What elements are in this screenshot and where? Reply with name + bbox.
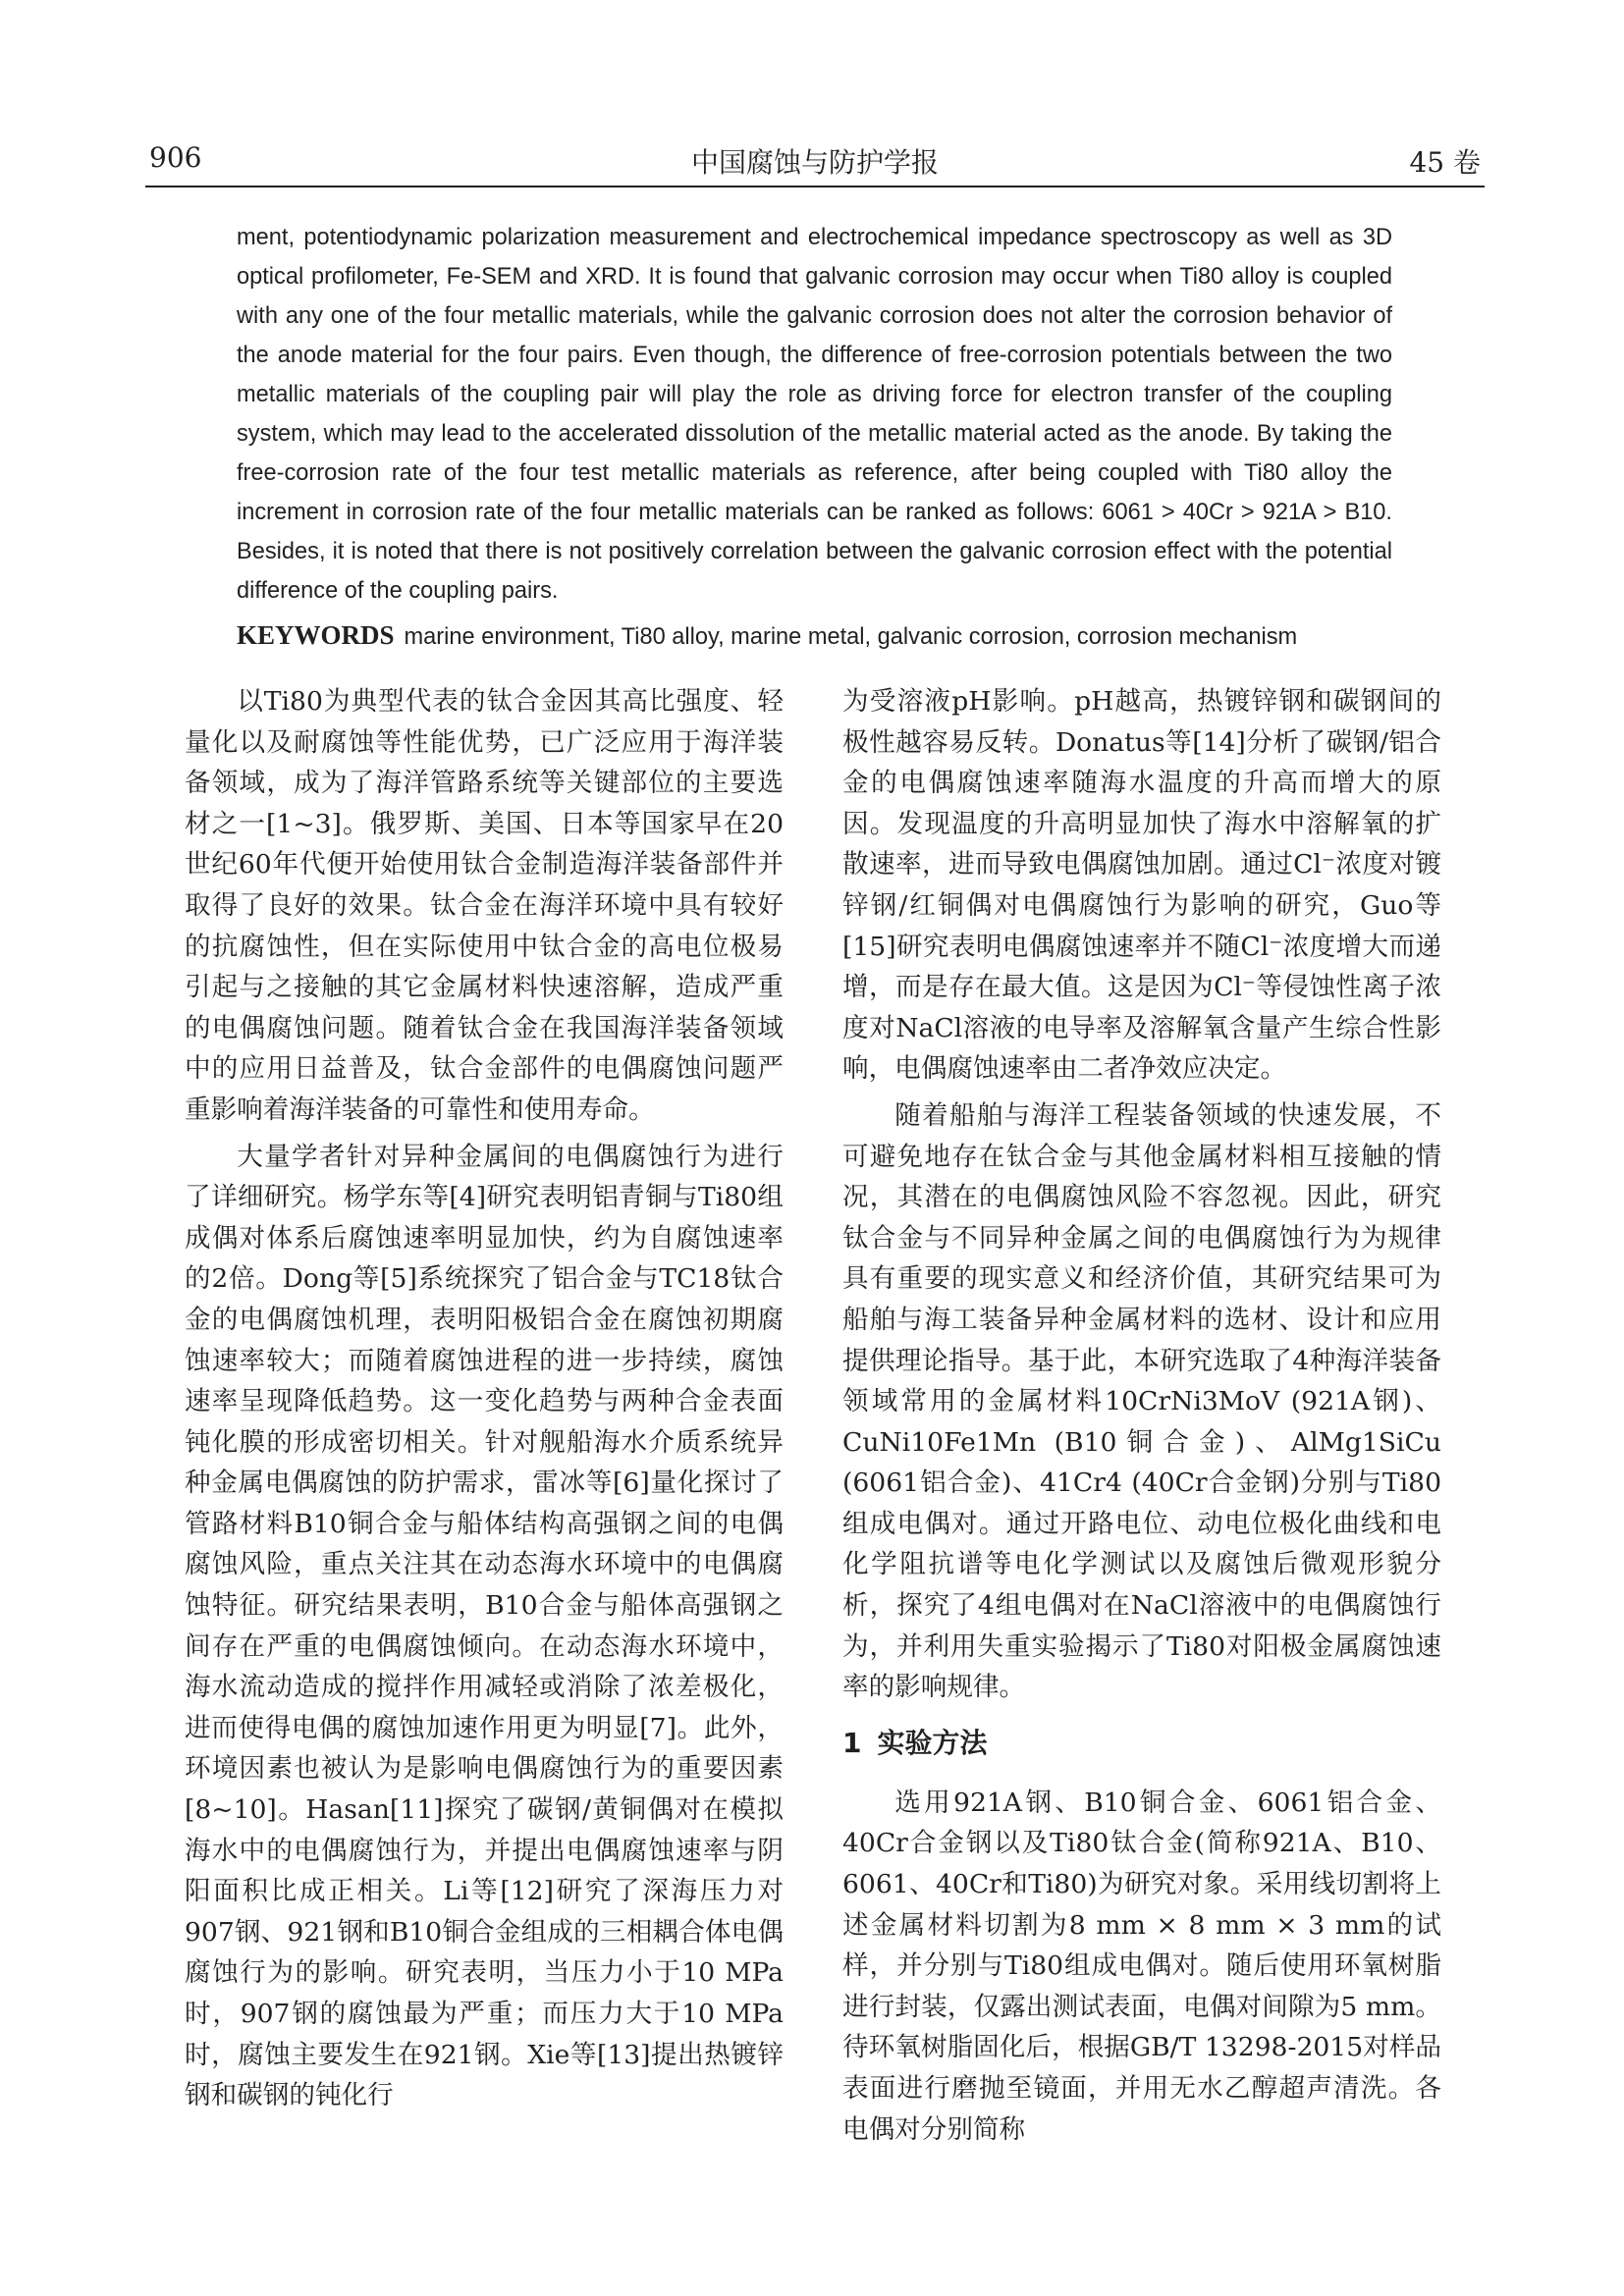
header-rule xyxy=(145,186,1485,187)
body-paragraph: 大量学者针对异种金属间的电偶腐蚀行为进行了详细研究。杨学东等[4]研究表明铝青铜与Ti80组成偶对体系后腐蚀速率明显加快，约为自腐蚀速率的2倍。Dong等[5]系统探究了铝合金与TC18钛合金的电偶腐蚀机理，表明阳极铝合金在腐蚀初期腐蚀速率较大；而随着腐蚀进程的进一步持续，腐蚀速率呈现降低趋势。这一变化趋势与两种合金表面钝化膜的形成密切相关。针对舰船海水介质系统异种金属电偶腐蚀的防护需求，雷冰等[6]量化探讨了管路材料B10铜合金与船体结构高强钢之间的电偶腐蚀风险，重点关注其在动态海水环境中的电偶腐蚀特征。研究结果表明，B10合金与船体高强钢之间存在严重的电偶腐蚀倾向。在动态海水环境中，海水流动造成的搅拌作用减轻或消除了浓差极化，进而使得电偶的腐蚀加速作用更为明显[7]。此外，环境因素也被认为是影响电偶腐蚀行为的重要因素[8~10]。Hasan[11]探究了碳钢/黄铜偶对在模拟海水中的电偶腐蚀行为，并提出电偶腐蚀速率与阴阳面积比成正相关。Li等[12]研究了深海压力对907钢、921钢和B10铜合金组成的三相耦合体电偶腐蚀行为的影响。研究表明，当压力小于10 MPa时，907钢的腐蚀最为严重；而压力大于10 MPa时，腐蚀主要发生在921钢。Xie等[13]提出热镀锌钢和碳钢的钝化行 xyxy=(185,1141,784,2111)
body-paragraph-continued: 为受溶液pH影响。pH越高，热镀锌钢和碳钢间的极性越容易反转。Donatus等[14]分析了碳钢/铝合金的电偶腐蚀速率随海水温度的升高而增大的原因。发现温度的升高明显加快了海水中溶解氧的扩散速率，进而导致电偶腐蚀加剧。通过Cl⁻浓度对镀锌钢/红铜偶对电偶腐蚀行为影响的研究，Guo等[15]研究表明电偶腐蚀速率并不随Cl⁻浓度增大而递增，而是存在最大值。这是因为Cl⁻等侵蚀性离子浓度对NaCl溶液的电导率及溶解氧含量产生综合性影响，电偶腐蚀速率由二者净效应决定。 xyxy=(842,686,1441,1085)
section-heading xyxy=(842,1722,1441,1765)
abstract-text: ment, potentiodynamic polarization measurement and electrochemical impedance spectroscopy as well as 3D optical profilometer, Fe-SEM and XRD. It is found that galvanic corrosion may occur when Ti80 alloy is coupled with any one of the four metallic materials, while the galvanic corrosion does not alter the corrosion behavior of the anode material for the four pairs. Even though, the difference of free-corrosion potentials between the two metallic materials of the coupling pair will play the role as driving force for electron transfer of the coupling system, which may lead to the accelerated dissolution of the metallic material acted as the anode. By taking the free-corrosion rate of the four test metallic materials as reference, after being coupled with Ti80 alloy the increment in corrosion rate of the four metallic materials can be ranked as follows: 6061 > 40Cr > 921A > B10. Besides, it is noted that there is not positively correlation between the galvanic corrosion effect with the potential difference of the coupling pairs. xyxy=(237,225,1392,604)
page-number: 906 xyxy=(149,141,202,174)
keywords-label: KEYWORDS xyxy=(237,620,395,650)
body-paragraph: 选用921A钢、B10铜合金、6061铝合金、40Cr合金钢以及Ti80钛合金(简称921A、B10、6061、40Cr和Ti80)为研究对象。采用线切割将上述金属材料切割为8 mm × 8 mm × 3 mm的试样，并分别与Ti80组成电偶对。随后使用环氧树脂进行封装，仅露出测试表面，电偶对间隙为5 mm。待环氧树脂固化后，根据GB/T 13298-2015对样品表面进行磨抛至镜面，并用无水乙醇超声清洗。各电偶对分别简称 xyxy=(842,1787,1441,2145)
journal-title: 中国腐蚀与防护学报 xyxy=(690,146,939,179)
left-column xyxy=(185,681,784,2116)
body-paragraph: 随着船舶与海洋工程装备领域的快速发展，不可避免地存在钛合金与其他金属材料相互接触的情况，其潜在的电偶腐蚀风险不容忽视。因此，研究钛合金与不同异种金属之间的电偶腐蚀行为为规律具有重要的现实意义和经济价值，其研究结果可为船舶与海工装备异种金属材料的选材、设计和应用提供理论指导。基于此，本研究选取了4种海洋装备领域常用的金属材料10CrNi3MoV (921A钢)、CuNi10Fe1Mn (B10铜合金)、AlMg1SiCu (6061铝合金)、41Cr4 (40Cr合金钢)分别与Ti80组成电偶对。通过开路电位、动电位极化曲线和电化学阻抗谱等电化学测试以及腐蚀后微观形貌分析，探究了4组电偶对在NaCl溶液中的电偶腐蚀行为，并利用失重实验揭示了Ti80对阳极金属腐蚀速率的影响规律。 xyxy=(842,1099,1441,1703)
keywords-line xyxy=(237,615,1392,657)
section-number: 1 xyxy=(842,1726,862,1759)
body-paragraph: 以Ti80为典型代表的钛合金因其高比强度、轻量化以及耐腐蚀等性能优势，已广泛应用于海洋装备领域，成为了海洋管路系统等关键部位的主要选材之一[1~3]。俄罗斯、美国、日本等国家早在20世纪60年代便开始使用钛合金制造海洋装备部件并取得了良好的效果。钛合金在海洋环境中具有较好的抗腐蚀性，但在实际使用中钛合金的高电位极易引起与之接触的其它金属材料快速溶解，造成严重的电偶腐蚀问题。随着钛合金在我国海洋装备领域中的应用日益普及，钛合金部件的电偶腐蚀问题严重影响着海洋装备的可靠性和使用寿命。 xyxy=(185,686,784,1125)
section-title: 实验方法 xyxy=(877,1726,988,1759)
running-header xyxy=(145,137,1485,183)
volume-label: 45 卷 xyxy=(1409,146,1481,179)
keywords-text: marine environment, Ti80 alloy, marine metal, galvanic corrosion, corrosion mechanism xyxy=(404,624,1298,650)
right-column xyxy=(842,681,1441,2150)
